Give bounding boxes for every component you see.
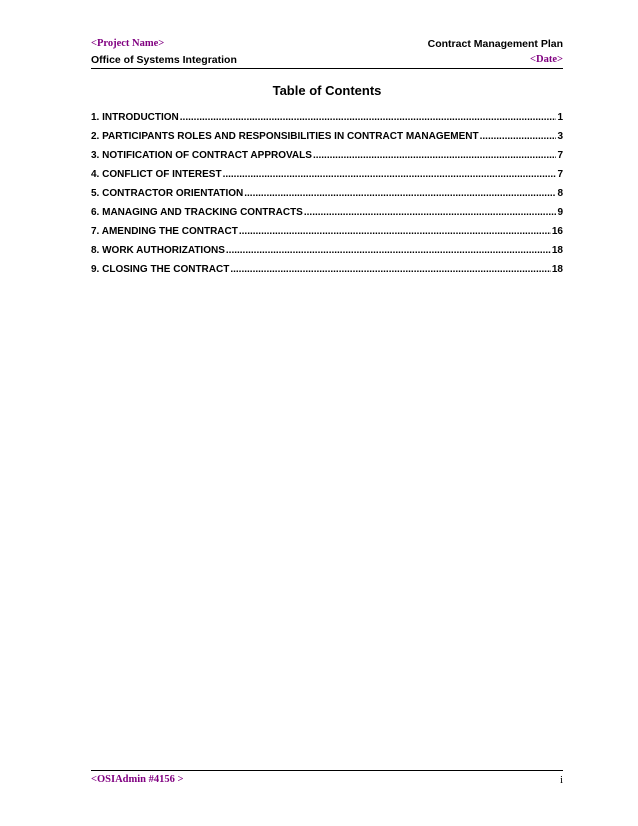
toc-page-number: 1 <box>557 112 563 123</box>
toc-page-number: 7 <box>557 169 563 180</box>
toc-page-number: 3 <box>557 131 563 142</box>
toc-title: Table of Contents <box>272 83 382 98</box>
document-title: Contract Management Plan <box>427 38 563 50</box>
project-name-placeholder: <Project Name> <box>91 38 165 49</box>
toc-entry-label: 9. CLOSING THE CONTRACT <box>91 264 230 275</box>
toc-entry-label: 7. AMENDING THE CONTRACT <box>91 226 238 237</box>
toc-page-number: 18 <box>551 264 563 275</box>
toc-page-number: 9 <box>557 207 563 218</box>
toc-dot-leader <box>230 260 551 279</box>
page-number: i <box>559 774 563 786</box>
header-row-bottom <box>91 54 563 69</box>
toc-entry-managing-tracking[interactable] <box>91 203 563 222</box>
header-row-top <box>91 38 563 53</box>
toc-entry-work-authorizations[interactable] <box>91 241 563 260</box>
admin-id-placeholder: <OSIAdmin #4156 > <box>91 774 184 785</box>
toc-entry-label: 3. NOTIFICATION OF CONTRACT APPROVALS <box>91 150 312 161</box>
toc-page-number: 7 <box>557 150 563 161</box>
toc-entry-label: 8. WORK AUTHORIZATIONS <box>91 245 225 256</box>
toc-entry-closing-contract[interactable] <box>91 260 563 279</box>
toc-dot-leader <box>304 203 557 222</box>
toc-dot-leader <box>180 108 557 127</box>
toc-dot-leader <box>226 241 551 260</box>
toc-entry-label: 1. INTRODUCTION <box>91 112 179 123</box>
toc-dot-leader <box>239 222 551 241</box>
toc-entry-introduction[interactable] <box>91 108 563 127</box>
toc-entry-participants-roles[interactable] <box>91 127 563 146</box>
toc-entry-amending-contract[interactable] <box>91 222 563 241</box>
toc-dot-leader <box>480 127 557 146</box>
office-name: Office of Systems Integration <box>91 54 237 66</box>
toc-entry-label: 5. CONTRACTOR ORIENTATION <box>91 188 244 199</box>
toc-entry-label: 2. PARTICIPANTS ROLES AND RESPONSIBILITIES IN CONTRACT MANAGEMENT <box>91 131 479 142</box>
toc-dot-leader <box>244 184 556 203</box>
toc-entry-notification-approvals[interactable] <box>91 146 563 165</box>
toc-page-number: 18 <box>551 245 563 256</box>
date-placeholder: <Date> <box>530 54 563 65</box>
page-header <box>91 38 563 69</box>
toc-entry-label: 6. MANAGING AND TRACKING CONTRACTS <box>91 207 303 218</box>
toc-entry-contractor-orientation[interactable] <box>91 184 563 203</box>
toc-dot-leader <box>313 146 557 165</box>
toc-list <box>91 108 563 279</box>
toc-page-number: 8 <box>557 188 563 199</box>
toc-dot-leader <box>223 165 557 184</box>
toc-entry-conflict-of-interest[interactable] <box>91 165 563 184</box>
page-footer <box>91 770 563 789</box>
toc-entry-label: 4. CONFLICT OF INTEREST <box>91 169 222 180</box>
toc-page-number: 16 <box>551 226 563 237</box>
